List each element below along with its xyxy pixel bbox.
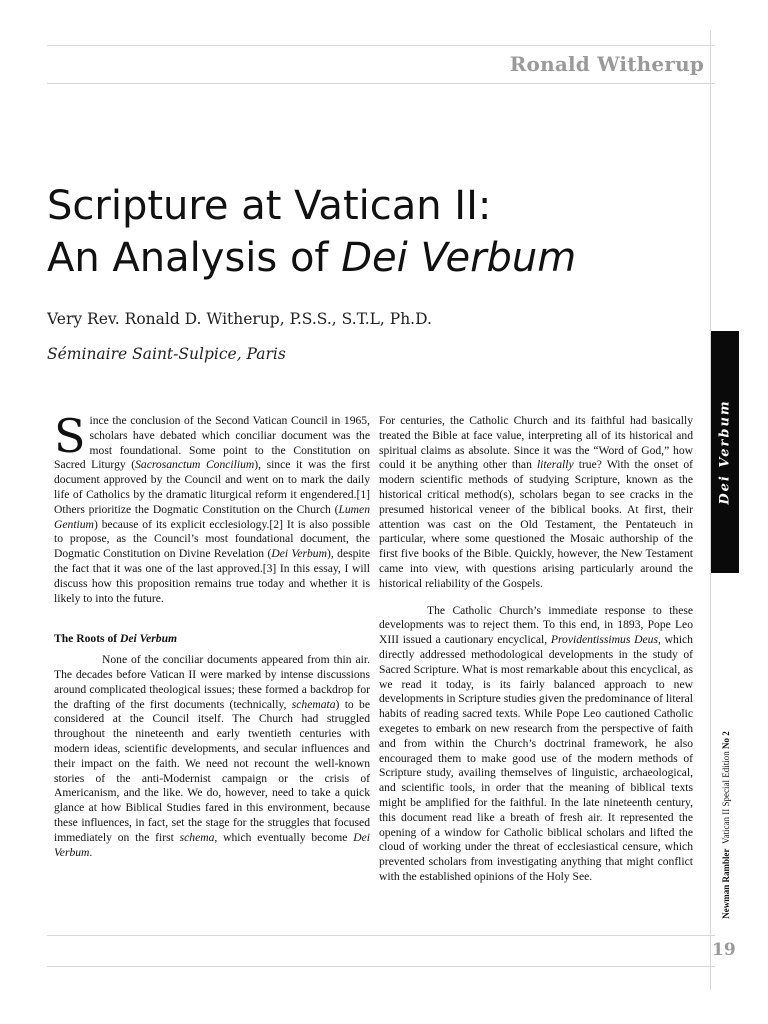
page-number: 19 — [712, 940, 736, 960]
title-line-1: Scripture at Vatican II: — [47, 183, 492, 229]
publication-name: Newman Rambler — [721, 848, 731, 919]
title-line-2: An Analysis of Dei Verbum — [47, 235, 577, 281]
roots-paragraph: None of the conciliar documents appeared from thin air. The decades before Vatican II were marked by intense discussions around complicated theological issues; these formed a backdrop for the drafting of the first documents (technically, schemata) to be considered at the Council itself. The Church had struggled throughout the nineteenth and early twentieth centuries with modern ideas, scientific developments, and secular influences and their impact on the faith. We need not recount the well-known stories of the anti-Modernist campaign or the crisis of Americanism, and the like. We do, however, need to take a quick glance at how Biblical Studies fared in this environment, because these influences, in fact, set the stage for the struggles that focused immediately on the first schema, which eventually become Dei Verbum. — [54, 653, 371, 859]
article-title — [47, 180, 687, 284]
publication-issue: No 2 — [721, 731, 731, 750]
body-column-right — [379, 414, 693, 885]
section-heading: The Roots of Dei Verbum — [54, 632, 178, 646]
publication-edition: Vatican II Special Edition — [721, 751, 731, 844]
running-header-author: Ronald Witherup — [509, 52, 704, 76]
right-paragraph-1: For centuries, the Catholic Church and its faithful had basically treated the Bible at face value, interpreting all of its historical and spiritual claims as absolute. Since it was the “Word of God,” how could it be anything other than literally true? With the onset of modern scientific methods of studying Scripture, known as the historical critical method(s), scholars began to see cracks in the presumed historical veneer of the biblical books. At first, their attention was cast on the Old Testament, the Pentateuch in particular, where some questioned the Mosaic authorship of the first five books of the Bible. Quickly, however, the New Testament came into view, with questions arising particularly around the historical reliability of the Gospels. — [379, 414, 693, 590]
side-tab-label: Dei Verbum — [717, 399, 733, 505]
header-rule — [47, 83, 715, 84]
body-column-left — [54, 409, 371, 860]
footer-rule — [47, 935, 715, 936]
publication-info — [719, 720, 733, 930]
drop-cap: S — [54, 409, 86, 463]
right-paragraph-2: The Catholic Church’s immediate response to these developments was to reject them. To this end, in 1893, Pope Leo XIII issued a cautionary encyclical, Providentissimus Deus, which directly addressed methodological developments in the study of Sacred Scripture. What is most remarkable about this encyclical, as we read it today, is its fairly balanced approach to new developments in Scripture studies given the predominance of literal habits of reading sacred texts. While Pope Leo cautioned Catholic exegetes to embark on new research from the perspective of faith and from within the Church’s doctrinal framework, he also encouraged them to make good use of the modern methods of Scripture study, availing themselves of linguistic, archaeological, and scientific tools, in order that the meaning of biblical texts might be amplified for the faithful. In the late nineteenth century, this document read like a breath of fresh air. It represented the opening of a window for Catholic biblical scholars and lifted the cloud of working under the threat of ecclesiastical censure, which prevented scholars from investigating anything that might conflict with the established opinions of the Holy See. — [379, 603, 693, 883]
intro-paragraph: Since the conclusion of the Second Vatican Council in 1965, scholars have debated which conciliar document was the most foundational. Some point to the Constitution on Sacred Liturgy (Sacrosanctum Concilium), since it was the first document approved by the Council and went on to mark the daily life of Catholics by the dramatic liturgical reform it engendered.[1] Others prioritize the Dogmatic Constitution on the Church (Lumen Gentium) because of its explicit ecclesiology.[2] It is also possible to propose, as the Council’s most foundational document, the Dogmatic Constitution on Divine Revelation (Dei Verbum), despite the fact that it was one of the last approved.[3] In this essay, I will discuss how this proposition remains true today and whether it is likely to into the future. — [54, 409, 371, 605]
author-byline: Very Rev. Ronald D. Witherup, P.S.S., S.T.L, Ph.D. — [47, 310, 432, 328]
top-rule — [47, 45, 715, 46]
author-affiliation: Séminaire Saint-Sulpice, Paris — [47, 345, 286, 363]
side-tab — [711, 331, 739, 573]
bottom-rule — [47, 966, 715, 967]
